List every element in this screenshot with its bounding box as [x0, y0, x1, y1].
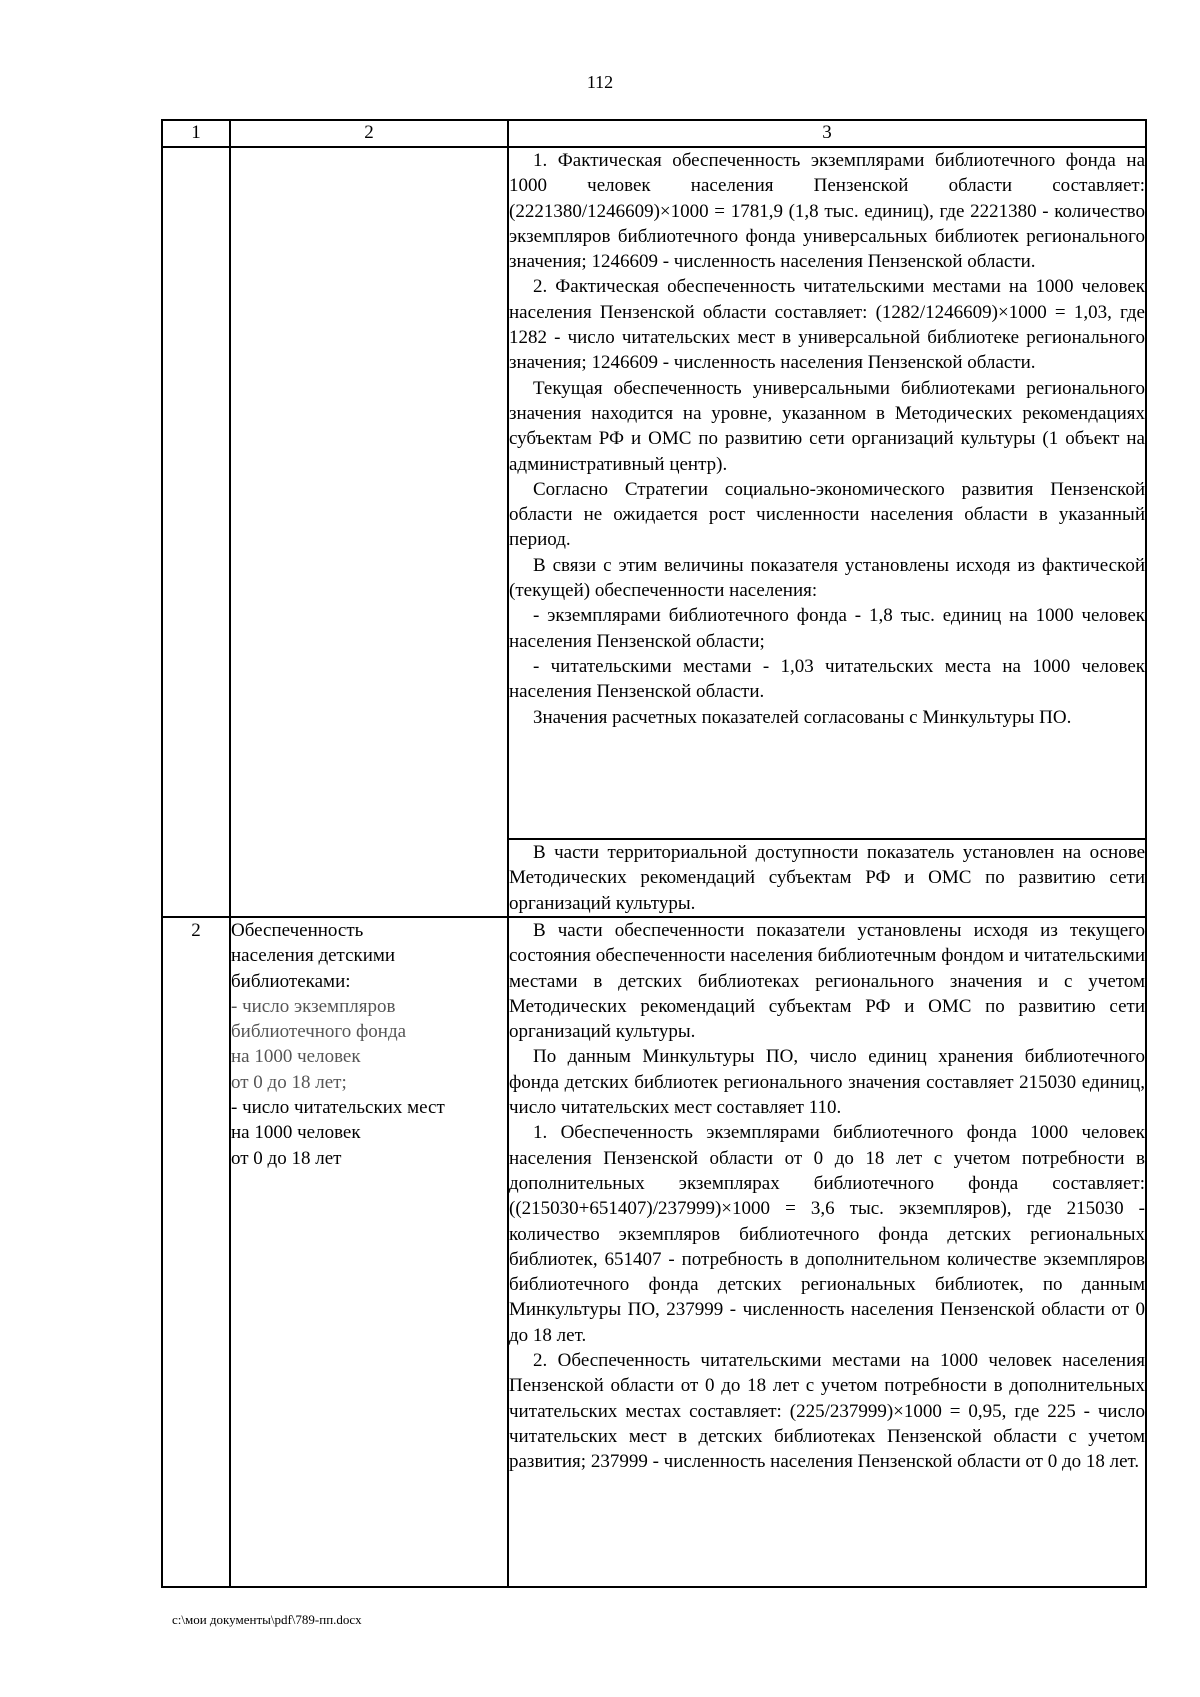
- row-1-number: [162, 147, 230, 917]
- name-line: на 1000 человек: [231, 1046, 361, 1068]
- name-line: населения детскими: [231, 945, 396, 967]
- name-line: от 0 до 18 лет;: [231, 1071, 347, 1093]
- name-line: - число читательских мест: [231, 1097, 445, 1119]
- name-line: библиотеками:: [231, 970, 351, 992]
- paragraph: 2. Фактическая обеспеченность читательскими местами на 1000 человек населения Пензенской области составляет: (1282/1246609)×1000 = 1,03, где 1282 - число читательских мест в универсальной библиотеке регионального значения; 1246609 - численность населения Пензенской области.: [509, 276, 1145, 374]
- paragraph: Значения расчетных показателей согласованы с Минкультуры ПО.: [533, 706, 1072, 728]
- row-2-description: [508, 917, 1146, 1587]
- table-row-1a: [162, 147, 1146, 839]
- table-header-row: [162, 120, 1146, 147]
- paragraph: Согласно Стратегии социально-экономического развития Пензенской области не ожидается рост численности населения области в указанный период.: [509, 478, 1145, 551]
- name-line: на 1000 человек: [231, 1122, 361, 1144]
- paragraph: - читательскими местами - 1,03 читательских места на 1000 человек населения Пензенской области.: [509, 655, 1145, 703]
- paragraph: 1. Фактическая обеспеченность экземплярами библиотечного фонда на 1000 человек населения Пензенской области составляет: (2221380/1246609)×1000 = 1781,9 (1,8 тыс. единиц), где 2221380 - количество экземпляров библиотечного фонда универсальных библиотек регионального значения; 1246609 - численность населения Пензенской области.: [509, 150, 1145, 273]
- paragraph: По данным Минкультуры ПО, число единиц хранения библиотечного фонда детских библиотек регионального значения составляет 215030 единиц, число читательских мест составляет 110.: [509, 1046, 1145, 1119]
- name-line: от 0 до 18 лет: [231, 1147, 342, 1169]
- row-2-name: [230, 917, 508, 1587]
- paragraph: В части обеспеченности показатели установлены исходя из текущего состояния обеспеченности населения библиотечным фондом и читательскими местами в детских библиотеках регионального значения и с учетом Методических рекомендаций субъектам РФ и ОМС по развитию сети организаций культуры.: [509, 920, 1145, 1043]
- name-line: Обеспеченность: [231, 920, 364, 941]
- name-line: библиотечного фонда: [231, 1021, 407, 1043]
- paragraph: 1. Обеспеченность экземплярами библиотечного фонда 1000 человек населения Пензенской области от 0 до 18 лет с учетом потребности в дополнительных экземплярах библиотечного фонда составляет: ((215030+651407)/237999)×1000 = 3,6 тыс. экземпляров), где 215030 - количество экземпляров библиотечного фонда детских региональных библиотек, 651407 - потребность в дополнительном количестве экземпляров библиотечного фонда детских региональных библиотек, по данным Минкультуры ПО, 237999 - численность населения Пензенской области от 0 до 18 лет.: [509, 1122, 1145, 1346]
- paragraph: 2. Обеспеченность читательскими местами на 1000 человек населения Пензенской области от 0 до 18 лет с учетом потребности в дополнительных читательских местах составляет: (225/237999)×1000 = 0,95, где 225 - число читательских мест в детских библиотеках Пензенской области с учетом развития; 237999 - численность населения Пензенской области от 0 до 18 лет.: [509, 1350, 1145, 1473]
- row-1-description-b: [508, 839, 1146, 917]
- row-2-number: 2: [162, 917, 230, 1587]
- header-col-2: 2: [230, 120, 508, 147]
- footer-file-path: c:\мои документы\pdf\789-пп.docx: [172, 1612, 362, 1627]
- row-1-name: [230, 147, 508, 917]
- header-col-3: 3: [508, 120, 1146, 147]
- paragraph: - экземплярами библиотечного фонда - 1,8 тыс. единиц на 1000 человек населения Пензенской области;: [509, 605, 1145, 652]
- paragraph: В связи с этим величины показателя установлены исходя из фактической (текущей) обеспеченности населения:: [509, 554, 1145, 602]
- paragraph: В части территориальной доступности показатель установлен на основе Методических рекомендаций субъектам РФ и ОМС по развитию сети организаций культуры.: [509, 842, 1145, 914]
- page-number: 112: [586, 72, 614, 92]
- name-line: - число экземпляров: [231, 995, 396, 1017]
- table-row-2: [162, 917, 1146, 1587]
- paragraph: Текущая обеспеченность универсальными библиотеками регионального значения находится на уровне, указанном в Методических рекомендациях субъектам РФ и ОМС по развитию сети организаций культуры (1 объект на административный центр).: [509, 377, 1145, 475]
- indicators-table: [161, 119, 1147, 1588]
- header-col-1: 1: [162, 120, 230, 147]
- row-1-description-a: [508, 147, 1146, 839]
